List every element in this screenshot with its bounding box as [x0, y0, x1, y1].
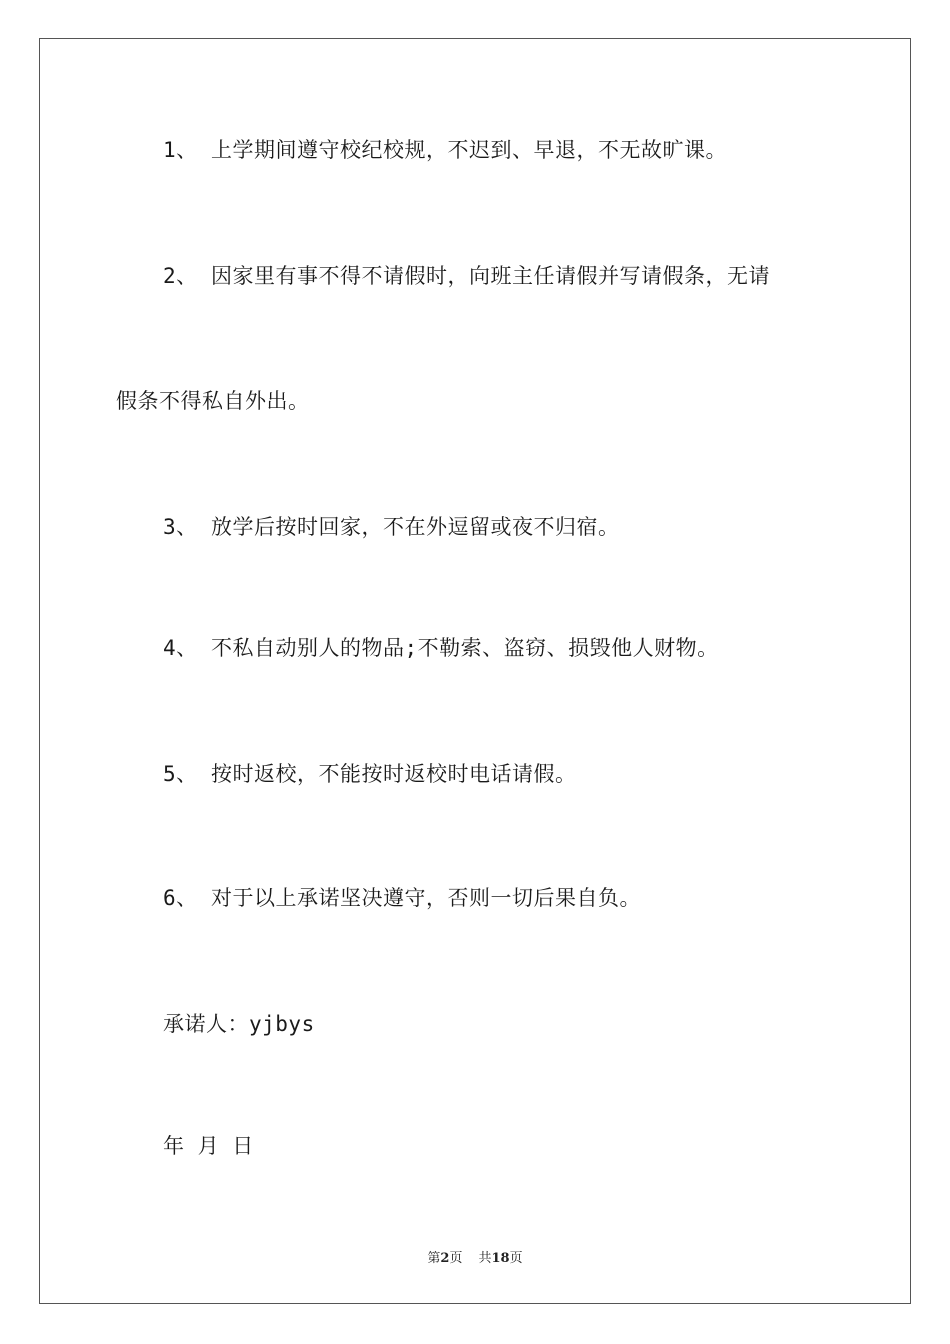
date-line: 年 月 日	[163, 1134, 254, 1158]
list-item-text: 按时返校，不能按时返校时电话请假。	[211, 762, 577, 786]
list-item-text: 上学期间遵守校纪校规，不迟到、早退，不无故旷课。	[211, 138, 727, 162]
page-number: 2	[440, 1251, 450, 1266]
list-item-text: 因家里有事不得不请假时，向班主任请假并写请假条，无请	[211, 264, 770, 288]
list-item-number: 1、	[163, 138, 198, 162]
list-item-4	[163, 634, 719, 662]
list-item-5	[163, 760, 577, 788]
total-pages: 18	[491, 1251, 510, 1266]
list-item-number: 5、	[163, 762, 198, 786]
list-item-2-continuation: 假条不得私自外出。	[116, 389, 310, 413]
list-item-number: 6、	[163, 886, 198, 910]
page-suffix: 页	[449, 1251, 463, 1266]
list-item-text: 放学后按时回家，不在外逗留或夜不归宿。	[211, 515, 620, 539]
list-item-1	[163, 136, 727, 164]
total-suffix: 页	[509, 1251, 523, 1266]
list-item-text: 不私自动别人的物品;不勒索、盗窃、损毁他人财物。	[211, 636, 719, 660]
list-item-3	[163, 513, 620, 541]
page-prefix: 第	[427, 1251, 441, 1266]
list-item-2	[163, 262, 770, 290]
list-item-number: 2、	[163, 264, 198, 288]
list-item-text: 对于以上承诺坚决遵守，否则一切后果自负。	[211, 886, 641, 910]
list-item-number: 4、	[163, 636, 198, 660]
page-frame	[39, 38, 911, 1304]
list-item-number: 3、	[163, 515, 198, 539]
page-footer	[0, 1247, 950, 1266]
list-item-6	[163, 884, 641, 912]
total-prefix: 共	[478, 1251, 492, 1266]
signer-line: 承诺人：yjbys	[163, 1012, 315, 1036]
